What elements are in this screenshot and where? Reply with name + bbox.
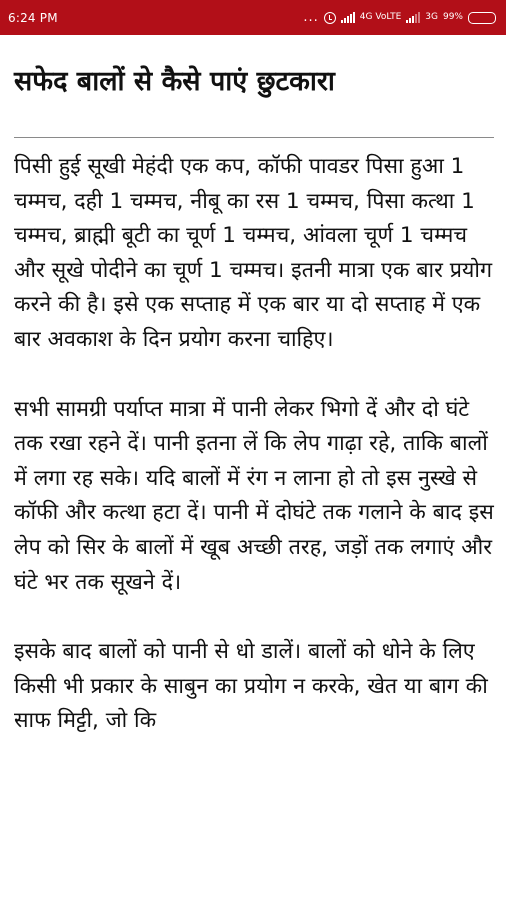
notification-dots-icon: ... xyxy=(303,10,319,25)
sim1-network-label: 4G VoLTE xyxy=(359,12,402,22)
article-paragraph: इसके बाद बालों को पानी से धो डालें। बालों को धोने के लिए किसी भी प्रकार के साबुन का प्रयोग न करके, खेत या बाग की साफ मिट्टी, जो कि xyxy=(14,639,488,734)
battery-icon xyxy=(468,12,496,24)
battery-percent: 99% xyxy=(442,12,463,22)
article-title: सफेद बालों से कैसे पाएं छुटकारा xyxy=(14,66,335,97)
alarm-icon xyxy=(324,12,336,24)
article-body[interactable] xyxy=(14,150,496,774)
status-bar xyxy=(0,0,506,35)
status-icons xyxy=(303,10,496,25)
status-time: 6:24 PM xyxy=(8,10,58,25)
sim2-network-label: 3G xyxy=(425,12,438,22)
title-divider xyxy=(14,137,494,138)
signal-sim1-icon xyxy=(341,12,355,23)
article-paragraph: पिसी हुई सूखी मेहंदी एक कप, कॉफी पावडर पिसा हुआ 1 चम्मच, दही 1 चम्मच, नीबू का रस 1 चम्मच, पिसा कत्था 1 चम्मच, ब्राह्मी बूटी का चूर्ण 1 चम्मच, आंवला चूर्ण 1 चम्मच और सूखे पोदीने का चूर्ण 1 चम्मच। इतनी मात्रा एक बार प्रयोग करने की है। इसे एक सप्ताह में एक बार या दो सप्ताह में एक बार अवकाश के दिन प्रयोग करना चाहिए। xyxy=(14,154,493,352)
article-paragraph: सभी सामग्री पर्याप्त मात्रा में पानी लेकर भिगो दें और दो घंटे तक रखा रहने दें। पानी इतना लें कि लेप गाढ़ा रहे, ताकि बालों में लगा रह सके। यदि बालों में रंग न लाना हो तो इस नुस्खे से कॉफी और कत्था हटा दें। पानी में दोघंटे तक गलाने के बाद इस लेप को सिर के बालों में खूब अच्छी तरह, जड़ों तक लगाएं और घंटे भर तक सूखने दें। xyxy=(14,396,494,595)
signal-sim2-icon xyxy=(406,12,420,23)
